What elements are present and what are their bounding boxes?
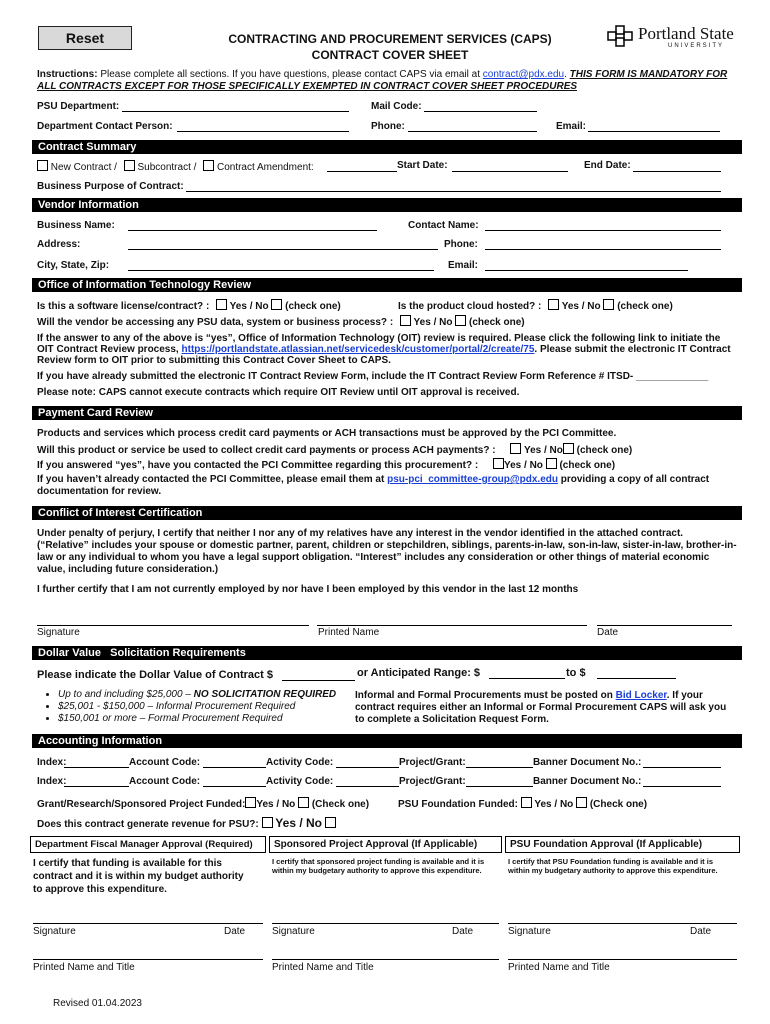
conflict-header: Conflict of Interest Certification	[32, 506, 742, 520]
oit-q3-check: (check one)	[469, 317, 525, 328]
conflict-date-label: Date	[597, 627, 619, 638]
grant-funded-row	[37, 797, 369, 810]
grant-yesno: Yes / No	[256, 799, 296, 810]
anticipated-range-label: or Anticipated Range: $	[357, 667, 481, 679]
approval-printed-field[interactable]	[33, 959, 263, 960]
index-label: Index:	[37, 776, 67, 787]
oit-header: Office of Information Technology Review	[32, 278, 742, 292]
index-field[interactable]	[64, 786, 129, 787]
accounting-header: Accounting Information	[32, 734, 742, 748]
vendor-email-field[interactable]	[485, 270, 688, 271]
oit-p1b: . Please submit the electronic IT Contract Review form to OIT prior to submitting this Contract Cover Sheet to CAPS.	[37, 344, 731, 366]
oit-q1-yesno: Yes / No	[229, 301, 269, 312]
payment-q1-yesno: Yes / No	[523, 445, 563, 456]
oit-q2-row	[398, 299, 673, 312]
conflict-signature-label: Signature	[37, 627, 80, 638]
contact-name-label: Contact Name:	[408, 220, 479, 231]
approval-certification: I certify that sponsored project funding is available and it is within my budgetary authority to approve this expenditure.	[272, 857, 485, 875]
approval-printed-field[interactable]	[508, 959, 737, 960]
revenue-no-checkbox[interactable]	[325, 817, 336, 828]
activity-field[interactable]	[336, 767, 399, 768]
banner-field[interactable]	[643, 767, 721, 768]
instructions-label: Instructions:	[37, 69, 98, 80]
payment-contact-note	[37, 474, 717, 498]
procurement-note	[355, 690, 735, 726]
foundation-check: (Check one)	[589, 799, 648, 810]
solicitation-bullet	[58, 689, 354, 701]
contract-email-link[interactable]: contract@pdx.edu	[482, 69, 565, 80]
approval-signature-field[interactable]	[272, 923, 499, 924]
approval-header: PSU Foundation Approval (If Applicable)	[505, 836, 740, 853]
new-contract-checkbox[interactable]	[37, 160, 48, 171]
new-contract-label: New Contract /	[50, 162, 117, 173]
approval-signature-label: Signature	[272, 926, 315, 937]
range-from-field[interactable]	[489, 678, 565, 679]
dollar-header: Dollar Value Solicitation Requirements	[32, 646, 742, 660]
grant-yes-checkbox[interactable]	[245, 797, 256, 808]
payment-header: Payment Card Review	[32, 406, 742, 420]
approval-signature-label: Signature	[508, 926, 551, 937]
bullet-strong: NO SOLICITATION REQUIRED	[193, 689, 337, 700]
revised-date: Revised 01.04.2023	[53, 998, 142, 1009]
project-field[interactable]	[466, 786, 533, 787]
grant-funded-label: Grant/Research/Sponsored Project Funded:	[37, 799, 246, 810]
project-label: Project/Grant:	[399, 757, 466, 768]
start-date-label: Start Date:	[397, 160, 448, 171]
banner-field[interactable]	[643, 786, 721, 787]
dept-phone-label: Phone:	[371, 121, 405, 132]
contact-name-field[interactable]	[485, 230, 721, 231]
approval-printed-label: Printed Name and Title	[272, 962, 374, 973]
city-field[interactable]	[128, 270, 434, 271]
approval-date-label: Date	[690, 926, 712, 937]
oit-q3-no-checkbox[interactable]	[455, 315, 466, 326]
dept-label: PSU Department:	[37, 101, 120, 112]
range-to-label: to $	[566, 667, 586, 679]
business-name-field[interactable]	[128, 230, 377, 231]
mandatory-notice: THIS FORM IS MANDATORY FOR ALL CONTRACTS EXCEPT FOR THOSE SPECIFICALLY EXEMPTED IN CONTRACT COVER SHEET PROCEDURES	[37, 69, 728, 92]
oit-q3-label: Will the vendor be accessing any PSU data, system or business process? :	[37, 317, 394, 328]
revenue-row	[37, 816, 336, 830]
solicitation-bullet	[58, 713, 354, 725]
amendment-field[interactable]	[327, 171, 397, 172]
payment-q1-check: (check one)	[576, 445, 633, 456]
revenue-yesno: Yes / No	[275, 816, 322, 830]
amendment-checkbox[interactable]	[203, 160, 214, 171]
vendor-phone-field[interactable]	[485, 249, 721, 250]
conflict-employment: I further certify that I am not currently employed by nor have I been employed by this vendor in the last 12 months	[37, 584, 579, 595]
approval-printed-field[interactable]	[272, 959, 499, 960]
foundation-yes-checkbox[interactable]	[521, 797, 532, 808]
revenue-yes-checkbox[interactable]	[262, 817, 273, 828]
business-name-label: Business Name:	[37, 220, 115, 231]
approval-printed-label: Printed Name and Title	[508, 962, 610, 973]
index-field[interactable]	[64, 767, 129, 768]
index-label: Index:	[37, 757, 67, 768]
bullet-text: Up to and including $25,000 –	[58, 689, 194, 700]
reset-button[interactable]: Reset	[38, 26, 132, 50]
oit-q1-no-checkbox[interactable]	[271, 299, 282, 310]
range-to-field[interactable]	[597, 678, 676, 679]
form-title	[190, 32, 590, 62]
oit-paragraph	[37, 333, 737, 366]
procurement-note-b: . If your contract requires either an Informal or Formal Procurement CAPS will ask you to complete a Solicitation Request Form.	[355, 690, 727, 725]
end-date-field[interactable]	[633, 171, 721, 172]
solicitation-bullets	[44, 689, 354, 725]
account-label: Account Code:	[129, 776, 201, 787]
approval-signature-field[interactable]	[33, 923, 263, 924]
oit-itsd-note: If you have already submitted the electronic IT Contract Review Form, include the IT Contract Review Form Reference # ITSD- _____________	[37, 371, 709, 382]
dept-email-label: Email:	[556, 121, 587, 132]
approval-header: Department Fiscal Manager Approval (Required)	[30, 836, 266, 853]
oit-q2-yes-checkbox[interactable]	[548, 299, 559, 310]
title-line-1: CONTRACTING AND PROCUREMENT SERVICES (CAPS)	[228, 32, 552, 46]
conflict-signature-field[interactable]	[37, 625, 309, 626]
bullet-text: $25,001 - $150,000 – Informal Procurement Required	[58, 701, 296, 712]
payment-q2-no-checkbox[interactable]	[546, 458, 557, 469]
approval-certification: I certify that funding is available for this contract and it is within my budget authority to approve this expenditure.	[33, 858, 244, 895]
payment-q2-label: If you answered “yes”, have you contacted the PCI Committee regarding this procurement? :	[37, 460, 479, 471]
city-label: City, State, Zip:	[37, 260, 110, 271]
psu-logo	[606, 24, 736, 52]
foundation-no-checkbox[interactable]	[576, 797, 587, 808]
logo-text: Portland State	[638, 24, 734, 43]
mail-code-label: Mail Code:	[371, 101, 422, 112]
grant-check: (Check one)	[311, 799, 370, 810]
foundation-funded-row	[398, 797, 647, 810]
payment-q1-row	[37, 443, 632, 456]
payment-q2-yes-checkbox[interactable]	[493, 458, 504, 469]
project-label: Project/Grant:	[399, 776, 466, 787]
title-line-2: CONTRACT COVER SHEET	[311, 48, 469, 62]
payment-intro: Products and services which process credit card payments or ACH transactions must be approved by the PCI Committee.	[37, 428, 617, 439]
grant-no-checkbox[interactable]	[298, 797, 309, 808]
oit-caps-note: Please note: CAPS cannot execute contracts which require OIT Review until OIT approval is received.	[37, 387, 520, 398]
foundation-yesno: Yes / No	[534, 799, 574, 810]
oit-q2-check: (check one)	[617, 301, 673, 312]
payment-q1-label: Will this product or service be used to collect credit card payments or process ACH payments? :	[37, 445, 496, 456]
revenue-label: Does this contract generate revenue for PSU?:	[37, 819, 259, 830]
instructions-text: Please complete all sections. If you have questions, please contact CAPS via email at	[97, 69, 483, 80]
account-field[interactable]	[203, 786, 266, 787]
dollar-value-label: Please indicate the Dollar Value of Contract $	[37, 669, 273, 681]
dept-phone-field[interactable]	[408, 131, 537, 132]
conflict-date-field[interactable]	[597, 625, 732, 626]
conflict-printed-field[interactable]	[317, 625, 587, 626]
foundation-funded-label: PSU Foundation Funded:	[398, 799, 518, 810]
purpose-label: Business Purpose of Contract:	[37, 181, 184, 192]
subcontract-checkbox[interactable]	[124, 160, 135, 171]
subcontract-label: Subcontract /	[137, 162, 197, 173]
payment-q2-check: (check one)	[559, 460, 616, 471]
oit-q2-yesno: Yes / No	[561, 301, 601, 312]
dept-email-field[interactable]	[588, 131, 720, 132]
oit-q2-no-checkbox[interactable]	[603, 299, 614, 310]
oit-q2-label: Is the product cloud hosted? :	[398, 301, 542, 312]
address-label: Address:	[37, 239, 81, 250]
activity-field[interactable]	[336, 786, 399, 787]
oit-review-link[interactable]: https://portlandstate.atlassian.net/servicedesk/customer/portal/2/create/75	[181, 344, 535, 355]
psu-logo-icon	[606, 24, 634, 50]
address-field[interactable]	[128, 249, 438, 250]
dept-field[interactable]	[122, 111, 349, 112]
vendor-phone-label: Phone:	[444, 239, 478, 250]
payment-p2a: If you haven’t already contacted the PCI Committee, please email them at	[37, 474, 388, 485]
banner-label: Banner Document No.:	[533, 776, 642, 787]
approval-certification: I certify that PSU Foundation funding is available and it is within my budgetary authority to approve this expenditure.	[508, 857, 718, 875]
contract-summary-header: Contract Summary	[32, 140, 742, 154]
account-label: Account Code:	[129, 757, 201, 768]
oit-q1-yes-checkbox[interactable]	[216, 299, 227, 310]
oit-q1-row	[37, 299, 341, 312]
payment-q2-row	[37, 458, 615, 471]
bullet-text: $150,001 or more – Formal Procurement Required	[58, 713, 283, 724]
payment-q2-yesno: Yes / No	[504, 460, 543, 471]
contact-person-label: Department Contact Person:	[37, 121, 173, 132]
payment-q1-no-checkbox[interactable]	[563, 443, 574, 454]
contact-person-field[interactable]	[177, 131, 349, 132]
end-date-label: End Date:	[584, 160, 631, 171]
conflict-printed-label: Printed Name	[318, 627, 380, 638]
instructions: Instructions: Please complete all sections. If you have questions, please contact CAPS via email at contract@pdx.edu. THIS FORM IS MANDATORY FOR ALL CONTRACTS EXCEPT FOR THOSE SPECIFICALLY EXEMPTED IN CONTRACT COVER SHEET PROCEDURES	[37, 69, 728, 92]
oit-q3-yes-checkbox[interactable]	[400, 315, 411, 326]
vendor-email-label: Email:	[448, 260, 479, 271]
pci-email-link[interactable]: psu-pci_committee-group@pdx.edu	[387, 474, 558, 485]
approval-header: Sponsored Project Approval (If Applicable)	[269, 836, 502, 853]
procurement-note-a: Informal and Formal Procurements must be posted on	[355, 690, 616, 701]
approval-signature-label: Signature	[33, 926, 76, 937]
conflict-paragraph: Under penalty of perjury, I certify that neither I nor any of my relatives have any interest in the vendor identified in the attached contract. (“Relative” includes your spouse or domestic partner, parent, children or stepchildren, siblings, parents-in-law, son-in-law, sister-in-law, brother-in-law or any individual to whom you have a legal support obligation. “Interest” includes any consideration or other things of material economic value, including future consideration.)	[37, 528, 737, 575]
oit-q3-row	[37, 315, 525, 328]
approval-date-label: Date	[224, 926, 246, 937]
approval-date-label: Date	[452, 926, 474, 937]
approval-printed-label: Printed Name and Title	[33, 962, 135, 973]
activity-label: Activity Code:	[266, 757, 334, 768]
vendor-header: Vendor Information	[32, 198, 742, 212]
banner-label: Banner Document No.:	[533, 757, 642, 768]
dollar-value-field[interactable]	[282, 680, 355, 681]
start-date-field[interactable]	[452, 171, 568, 172]
amendment-label: Contract Amendment:	[216, 162, 314, 173]
logo-subtext: UNIVERSITY	[668, 43, 725, 49]
payment-q1-yes-checkbox[interactable]	[510, 443, 521, 454]
mail-code-field[interactable]	[424, 111, 537, 112]
contract-type-row	[37, 160, 314, 173]
approval-signature-field[interactable]	[508, 923, 737, 924]
bid-locker-link[interactable]: Bid Locker	[615, 690, 667, 701]
oit-p1a: If the answer to any of the above is “yes”, Office of Information Technology (OIT) review is required. Please click the following link to initiate the OIT Contract Review process,	[37, 333, 721, 355]
purpose-field[interactable]	[186, 191, 721, 192]
payment-p2b: providing a copy of all contract documentation for review.	[37, 474, 710, 497]
solicitation-bullet	[58, 701, 354, 713]
activity-label: Activity Code:	[266, 776, 334, 787]
oit-q1-check: (check one)	[285, 301, 341, 312]
account-field[interactable]	[203, 767, 266, 768]
oit-q3-yesno: Yes / No	[413, 317, 453, 328]
oit-q1-label: Is this a software license/contract? :	[37, 301, 210, 312]
project-field[interactable]	[466, 767, 533, 768]
